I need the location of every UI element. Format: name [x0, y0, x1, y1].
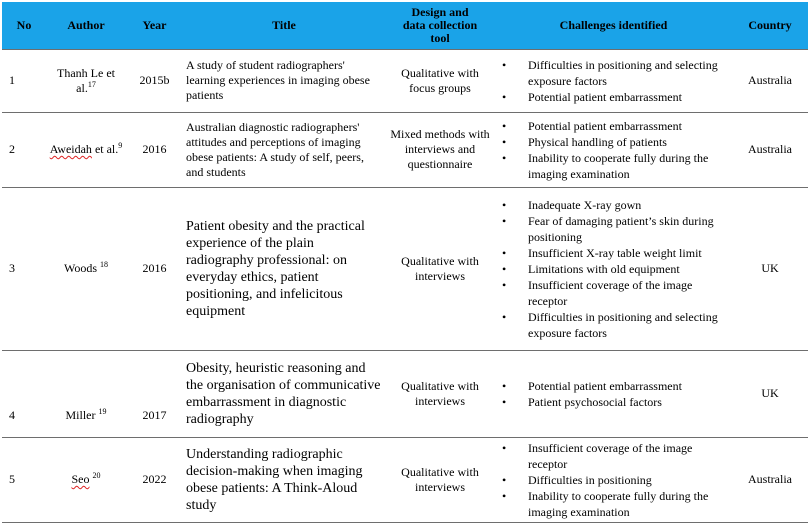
row-design: Qualitative with interviews: [385, 187, 495, 350]
row-number: 3: [2, 187, 46, 350]
header-design-line-3: tool: [430, 30, 450, 45]
row-title: Understanding radiographic decision-making when imaging obese patients: A Think-Aloud study: [183, 437, 385, 522]
challenge-item: • Inability to cooperate fully during the imaging examination: [498, 488, 729, 520]
challenge-list: [498, 57, 729, 105]
row-author: [46, 350, 126, 437]
row-country: Australia: [732, 112, 808, 187]
row-year: 2015b: [126, 49, 183, 112]
challenge-item: • Difficulties in positioning: [498, 472, 729, 488]
reference-number: 20: [92, 471, 101, 480]
challenge-item: • Potential patient embarrassment: [498, 89, 729, 105]
table-row: [2, 437, 808, 522]
row-year: 2017: [126, 350, 183, 437]
row-design: Mixed methods with interviews and questionnaire: [385, 112, 495, 187]
challenge-item: • Limitations with old equipment: [498, 261, 729, 277]
challenge-item: • Inability to cooperate fully during the imaging examination: [498, 150, 729, 182]
header-challenges: Challenges identified: [495, 2, 732, 49]
author-name: Woods: [63, 261, 98, 275]
row-country: UK: [732, 350, 808, 437]
row-challenges: [495, 350, 732, 437]
header-author: Author: [46, 2, 126, 49]
author-name: Seo: [71, 472, 90, 486]
reference-number: 9: [118, 141, 123, 150]
challenge-item: • Insufficient coverage of the image receptor: [498, 440, 729, 472]
challenge-item: • Physical handling of patients: [498, 134, 729, 150]
row-title: A study of student radiographers' learning experiences in imaging obese patients: [183, 49, 385, 112]
header-design: [385, 2, 495, 49]
challenge-item: • Fear of damaging patient’s skin during positioning: [498, 213, 729, 245]
row-challenges: [495, 437, 732, 522]
challenge-item: • Difficulties in positioning and selecting exposure factors: [498, 309, 729, 341]
row-title: Patient obesity and the practical experience of the plain radiography professional: on everyday ethics, patient positioning, and infelicitous equipment: [183, 187, 385, 350]
author-name: Thanh Le et al.: [57, 65, 115, 95]
header-design-line-1: Design and: [411, 4, 469, 19]
row-year: 2016: [126, 112, 183, 187]
table-row: [2, 350, 808, 437]
row-author: [46, 49, 126, 112]
header-year: Year: [126, 2, 183, 49]
challenge-item: • Potential patient embarrassment: [498, 118, 729, 134]
literature-table: [2, 2, 808, 523]
challenge-list: [498, 440, 729, 520]
reference-number: 19: [98, 406, 107, 416]
header-design-line-2: data collection: [402, 17, 478, 32]
row-title: Australian diagnostic radiographers' attitudes and perceptions of imaging obese patients: A study of self, peers, and students: [183, 112, 385, 187]
challenge-item: • Difficulties in positioning and selecting exposure factors: [498, 57, 729, 89]
row-country: UK: [732, 187, 808, 350]
row-challenges: [495, 187, 732, 350]
row-title: Obesity, heuristic reasoning and the organisation of communicative embarrassment in diagnostic radiography: [183, 350, 385, 437]
row-design: Qualitative with focus groups: [385, 49, 495, 112]
header-no: No: [2, 2, 46, 49]
row-year: 2016: [126, 187, 183, 350]
reference-number: 17: [87, 79, 96, 89]
table-row: [2, 49, 808, 112]
challenge-list: [498, 197, 729, 341]
row-number: 2: [2, 112, 46, 187]
table-row: [2, 187, 808, 350]
row-challenges: [495, 49, 732, 112]
challenge-item: • Insufficient coverage of the image receptor: [498, 277, 729, 309]
table-row: [2, 112, 808, 187]
header-title: Title: [183, 2, 385, 49]
row-author: [46, 112, 126, 187]
challenge-list: [498, 118, 729, 182]
author-suffix: et al.: [91, 142, 119, 156]
challenge-item: • Potential patient embarrassment: [498, 378, 729, 394]
row-number: 1: [2, 49, 46, 112]
row-author: [46, 437, 126, 522]
row-country: Australia: [732, 437, 808, 522]
header-country: Country: [732, 2, 808, 49]
row-challenges: [495, 112, 732, 187]
challenge-item: • Inadequate X-ray gown: [498, 197, 729, 213]
header-row: [2, 2, 808, 49]
challenge-item: • Patient psychosocial factors: [498, 394, 729, 410]
row-author: [46, 187, 126, 350]
author-name: Miller: [65, 407, 96, 422]
author-name: Aweidah: [49, 142, 92, 156]
reference-number: 18: [100, 260, 109, 269]
challenge-item: • Insufficient X-ray table weight limit: [498, 245, 729, 261]
row-year: 2022: [126, 437, 183, 522]
row-number: 5: [2, 437, 46, 522]
row-design: Qualitative with interviews: [385, 437, 495, 522]
challenge-list: [498, 378, 729, 410]
row-design: Qualitative with interviews: [385, 350, 495, 437]
row-country: Australia: [732, 49, 808, 112]
row-number: 4: [2, 350, 46, 437]
